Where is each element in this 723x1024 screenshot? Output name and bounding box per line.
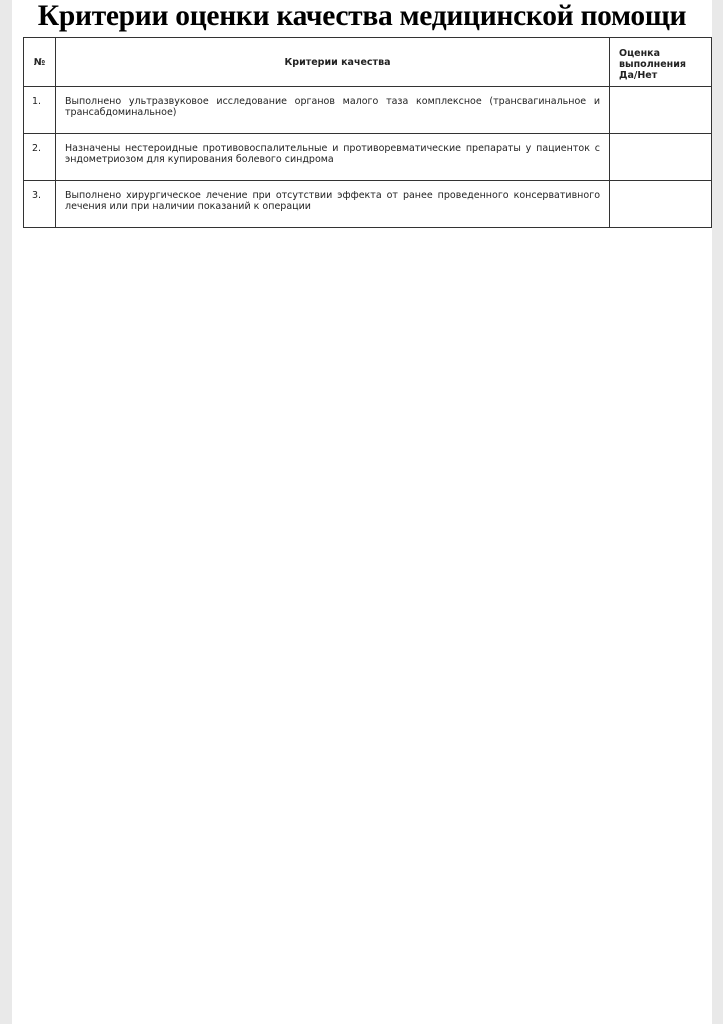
document-page bbox=[12, 0, 712, 1024]
row-number: 2. bbox=[24, 134, 56, 181]
header-criteria: Критерии качества bbox=[56, 38, 610, 87]
quality-criteria-table bbox=[23, 37, 712, 228]
row-number: 1. bbox=[24, 87, 56, 134]
table-row bbox=[24, 134, 712, 181]
page-title: Критерии оценки качества медицинской помощи bbox=[37, 0, 687, 32]
row-evaluation-cell[interactable] bbox=[610, 181, 712, 228]
table-row bbox=[24, 87, 712, 134]
table-row bbox=[24, 181, 712, 228]
row-criteria: Выполнено ультразвуковое исследование органов малого таза комплексное (трансвагинальное и трансабдоминальное) bbox=[56, 87, 610, 134]
table-header-row bbox=[24, 38, 712, 87]
row-criteria: Выполнено хирургическое лечение при отсутствии эффекта от ранее проведенного консервативного лечения или при наличии показаний к операции bbox=[56, 181, 610, 228]
row-evaluation-cell[interactable] bbox=[610, 87, 712, 134]
row-number: 3. bbox=[24, 181, 56, 228]
row-evaluation-cell[interactable] bbox=[610, 134, 712, 181]
header-number: № bbox=[24, 38, 56, 87]
header-evaluation: Оценка выполнения Да/Нет bbox=[610, 38, 712, 87]
row-criteria: Назначены нестероидные противовоспалительные и противоревматические препараты у пациенток с эндометриозом для купирования болевого синдрома bbox=[56, 134, 610, 181]
